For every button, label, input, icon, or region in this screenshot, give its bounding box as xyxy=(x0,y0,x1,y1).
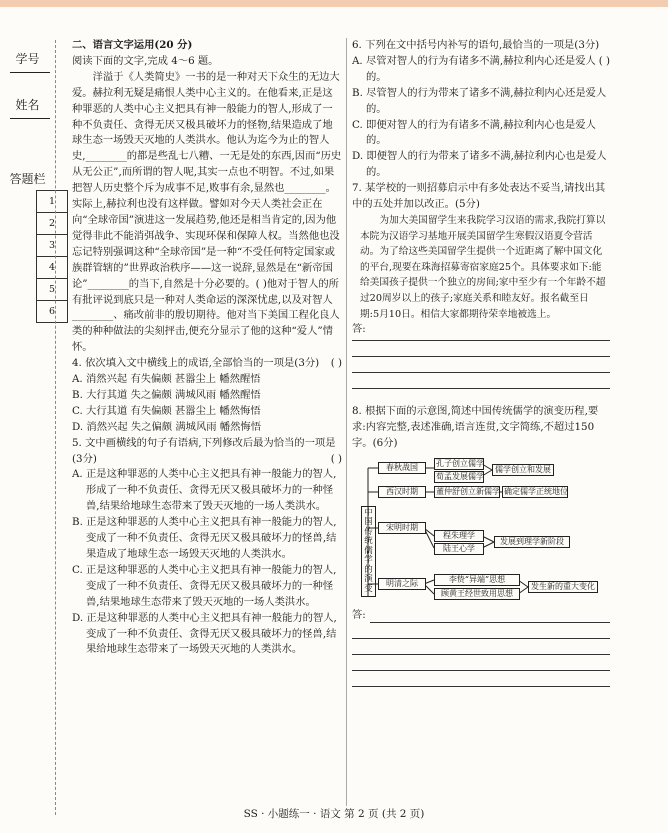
q4-answer-paren[interactable]: ( ) xyxy=(330,357,342,370)
answer-line xyxy=(352,670,610,671)
answer-line xyxy=(352,340,610,341)
column-divider xyxy=(346,38,347,806)
node-xun-meng: 荀孟发展儒学 xyxy=(436,471,484,481)
node-cheng-zhu: 程朱理学 xyxy=(434,530,484,542)
q6-option-d[interactable]: D. 即便智人的行为带来了诸多不满,赫拉利内心也是爱人的。 xyxy=(352,150,607,179)
q5-option-a[interactable]: A. 正是这种罪恶的人类中心主义把具有神一般能力的智人,形成了一种不负责任、贪得无厌又极具破坏力的一种怪兽,结果给地球生态带来了毁天灭地的一场人类洪水。 xyxy=(72,468,337,513)
node-lu-wang: 陆王心学 xyxy=(434,543,484,555)
q4-option-d[interactable]: D. 消然兴起 失之偏颇 满城风雨 幡然悔悟 xyxy=(72,420,262,433)
q4-option-a[interactable]: A. 消然兴起 有失偏颇 甚嚣尘上 幡然醒悟 xyxy=(72,373,261,386)
answer-row-number: 5 xyxy=(37,279,68,301)
q5-stem: 5. 文中画横线的句子有语病,下列修改后最为恰当的一项是(3分) ( ) xyxy=(72,436,342,468)
page-footer: SS · 小题练一 · 语文 第 2 页 (共 2 页) xyxy=(243,808,425,820)
q6-option-c[interactable]: C. 即便对智人的行为有诸多不满,赫拉利内心也是爱人的。 xyxy=(352,118,596,147)
answer-line xyxy=(352,356,610,357)
q5-option-b[interactable]: B. 正是这种罪恶的人类中心主义把具有神一般能力的智人,变成了一种不负责任、贪得无厌又极具破坏力的怪兽,结果造成了地球生态一场毁天灭地的人类洪水。 xyxy=(72,516,337,560)
name-label: 姓名 xyxy=(15,98,40,112)
student-id-field[interactable] xyxy=(10,72,50,73)
node-li-zhi: 李贽“异端”思想 xyxy=(434,574,520,586)
confucianism-diagram xyxy=(352,456,610,652)
q6-option-b[interactable]: B. 尽管智人的行为带来了诸多不满,赫拉利内心还是爱人的。 xyxy=(352,86,607,115)
q8-answer-area[interactable] xyxy=(352,608,610,624)
node-dong-zhongshu: 董仲舒创立新儒学 xyxy=(436,486,500,496)
answer-row-number: 6 xyxy=(37,301,68,323)
section-instruction: 阅读下面的文字,完成 4～6 题。 xyxy=(72,54,219,67)
binding-line xyxy=(55,40,56,815)
q6-answer-paren[interactable]: ( ) xyxy=(598,54,610,67)
left-column xyxy=(72,38,342,658)
period-song-ming: 宋明时期 xyxy=(378,522,426,534)
answer-line xyxy=(352,654,610,655)
period-ming-qing: 明清之际 xyxy=(378,578,426,590)
section-title: 二、语言文字运用(20 分) xyxy=(72,39,193,51)
q7-stem: 7. 某学校的一则招募启示中有多处表达不妥当,请找出其中的五处并加以改正。(5分) xyxy=(352,182,606,211)
node-founding: 儒学创立和发展 xyxy=(492,464,554,476)
answer-line xyxy=(352,686,610,687)
node-major-change: 发生新的重大变化 xyxy=(528,581,598,593)
q4-option-b[interactable]: B. 大行其道 失之偏颇 满城风雨 幡然醒悟 xyxy=(72,388,261,401)
q5-option-c[interactable]: C. 正是这种罪恶的人类中心主义把具有神一般能力的智人,变成了一种不负责任、贪得无厌又极具破坏力的一种怪兽,结果地球生态带来了毁天灭地的一场人类洪水。 xyxy=(72,563,337,608)
node-gu-huang-wang: 顾黄王经世致用思想 xyxy=(434,588,520,600)
q8-answer-label: 答: xyxy=(352,608,366,621)
diagram-vertical-label: 中国传统儒学的演变 xyxy=(361,506,376,598)
name-field[interactable] xyxy=(10,118,50,119)
answer-column-label: 答题栏 xyxy=(9,172,46,186)
node-confucius: 孔子创立儒学 xyxy=(436,458,484,468)
right-column xyxy=(352,38,610,702)
q7-answer-label: 答: xyxy=(352,323,366,336)
q6-option-a[interactable]: A. 尽管对智人的行为有诸多不满,赫拉利内心还是爱人的。 xyxy=(352,54,596,83)
period-western-han: 西汉时期 xyxy=(378,486,426,498)
q7-answer-area[interactable] xyxy=(352,338,610,389)
q5-answer-paren[interactable]: ( ) xyxy=(330,452,342,465)
reading-passage: 洋溢于《人类简史》一书的是一种对天下众生的无边大爱。赫拉利无疑是痛恨人类中心主义的。在他看来,正是这种罪恶的人类中心主义把具有神一般能力的智人,形成了一种不负责任、贪得无厌又极具破坏力的怪物,结果造成了地球生态一场毁天灭地的人类洪水。他认为迄今为止的智人史,________的都是些乱七八糟、一无是处的东西,因而“历史从无公正”,而所谓的智人呢,其实一点也不明智。不过,如果把智人历史整个斥为成事不足,败事有余,显然也________。实际上,赫拉利也没有这样做。譬如对今天人类社会正在向“全球帝国”演进这一发展趋势,他还是相当肯定的,因为他觉得非此不能消弭战争、实现环保和保障人权。当然他也没忘记特别强调这种“全球帝国”是一种“不受任何特定国家或族群管辖的”世界政治秩序——这一说辞,显然是在“新帝国论”________的当下,自然是十分必要的。( )他对于智人的所有批评说到底只是一种对人类命运的深深忧虑,以及对智人________、痛改前非的殷切期待。他对当下美国工程化良人类的种种做法的尖刻抨击,便充分显示了他的这种“爱人”情怀。 xyxy=(72,70,342,354)
top-color-bar xyxy=(0,0,668,7)
recruitment-notice: 为加大美国留学生来我院学习汉语的需求,我院打算以本院为汉语学习基地开展美国留学生寒假汉语夏令营活动。为了给这些美国留学生提供一个近距离了解中国文化的平台,现要在珠海招募寄宿家庭25个。具体要求如下:能给美国孩子提供一个独立的房间;家中至少有一个年龄不超过20周岁以上的孩子;家庭关系和睦友好。报名截至日期:5月10日。相信大家都期待荣幸地被选上。 xyxy=(360,214,606,320)
answer-row-number: 3 xyxy=(37,235,68,257)
q6-stem: 6. 下列在文中括号内补写的语句,最恰当的一项是(3分) ( ) xyxy=(352,38,610,54)
answer-line xyxy=(352,388,610,389)
q4-stem: 4. 依次填入文中横线上的成语,全部恰当的一项是(3分) ( ) xyxy=(72,356,342,372)
period-spring-autumn: 春秋战国 xyxy=(378,462,426,474)
answer-row-number: 2 xyxy=(37,213,68,235)
student-id-label: 学号 xyxy=(15,52,40,66)
answer-row-number: 1 xyxy=(37,191,68,213)
answer-grid xyxy=(36,190,68,323)
answer-row-number: 4 xyxy=(37,257,68,279)
q5-option-d[interactable]: D. 正是这种罪恶的人类中心主义把具有神一般能力的智人,变成了一种不负责任、贪得无厌又极具破坏力的怪兽,结果给地球生态带来了一场毁天灭地的人类洪水。 xyxy=(72,611,337,656)
node-orthodoxy: 确定儒学正统地位 xyxy=(504,486,568,496)
q4-option-c[interactable]: C. 大行其道 有失偏颇 甚嚣尘上 幡然悔悟 xyxy=(72,404,261,417)
q8-stem: 8. 根据下面的示意图,简述中国传统儒学的演变历程,要求:内容完整,表述准确,语言连贯,文字简练,不超过150字。(6分) xyxy=(352,405,599,449)
node-neo-confucian: 发展到理学新阶段 xyxy=(494,536,570,548)
answer-line xyxy=(352,372,610,373)
